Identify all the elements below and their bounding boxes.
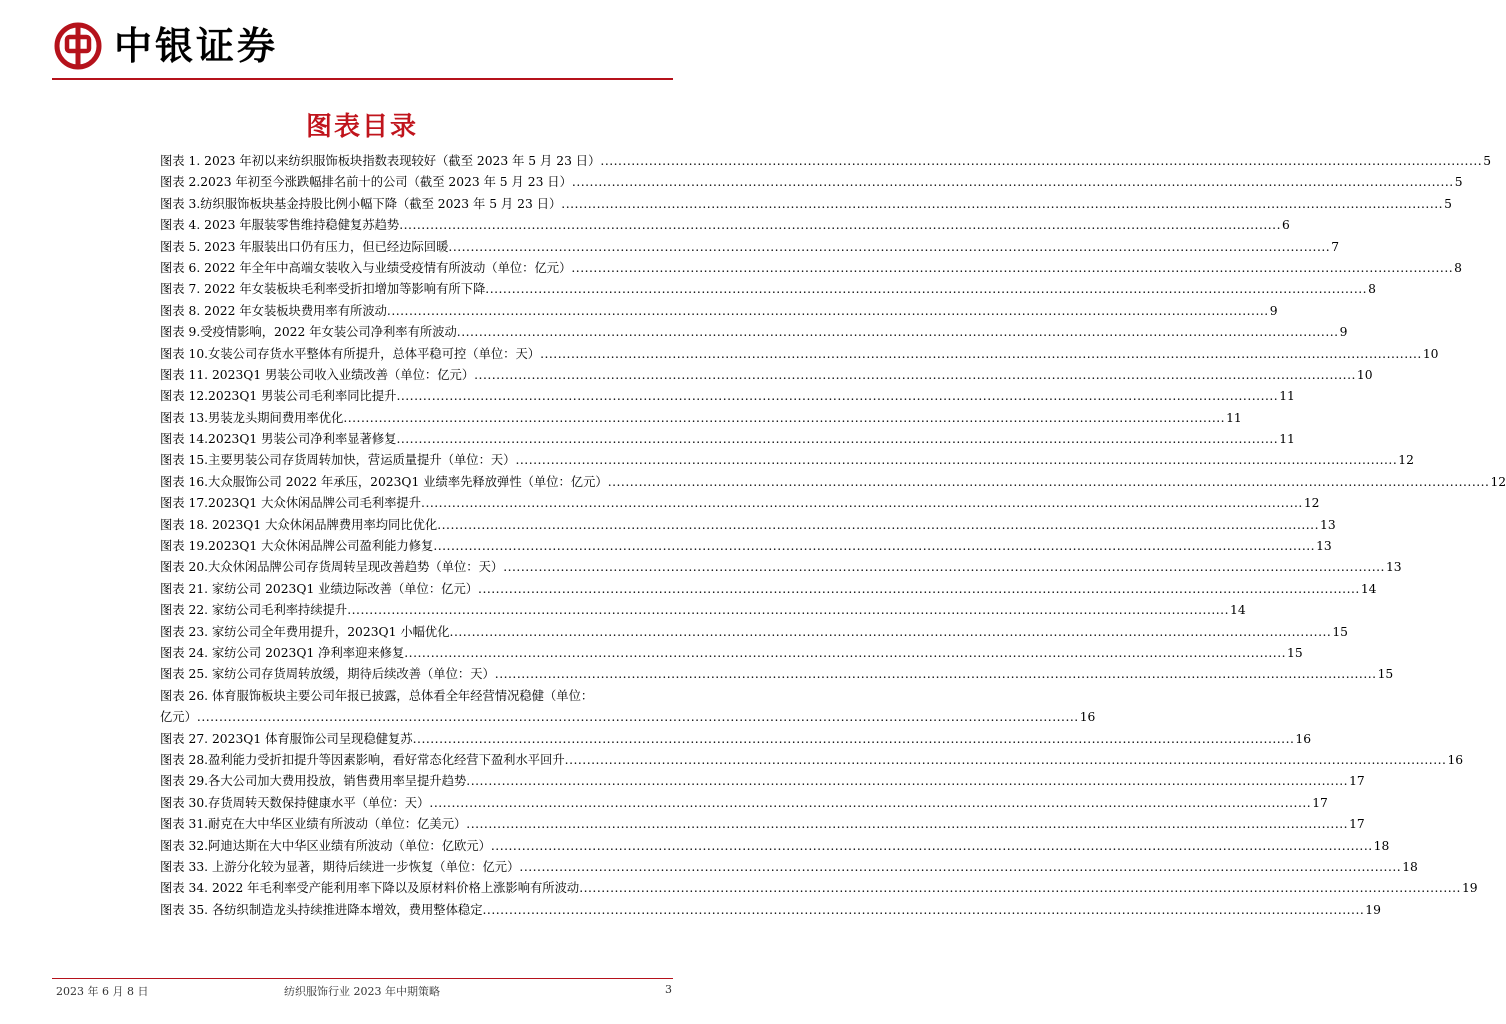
bank-of-china-logo-icon [54, 22, 102, 70]
toc-leader-dots: ........................................................................................................................................................................................................ [478, 581, 1360, 596]
toc-page-number: 12 [1490, 474, 1506, 489]
toc-leader-dots: ........................................................................................................................................................................................................ [561, 196, 1444, 211]
toc-page-number: 6 [1282, 218, 1290, 233]
toc-page-number: 19 [1461, 881, 1478, 896]
toc-leader-dots: ........................................................................................................................................................................................................ [466, 817, 1349, 832]
toc-page-number: 7 [1331, 239, 1340, 254]
toc-leader-dots: ........................................................................................................................................................................................................ [579, 881, 1461, 896]
toc-leader-dots: ........................................................................................................................................................................................................ [396, 389, 1279, 404]
toc-entry-text: 图表 33. 上游分化较为显著，期待后续进一步恢复（单位：亿元） [160, 859, 520, 874]
toc-entry-text: 图表 2.2023 年初至今涨跌幅排名前十的公司（截至 2023 年 5 月 23 日） [160, 175, 572, 190]
toc-entry[interactable] [160, 857, 1418, 878]
toc-page-number: 19 [1365, 902, 1381, 917]
toc-entry-text: 图表 25. 家纺公司存货周转放缓，期待后续改善（单位：天） [160, 667, 495, 682]
toc-entry-text: 亿元） [160, 710, 197, 725]
toc-page-number: 9 [1269, 303, 1278, 318]
toc-entry-text: 图表 22. 家纺公司毛利率持续提升 [160, 603, 348, 618]
toc-entry-text: 图表 26. 体育服饰板块主要公司年报已披露，总体看全年经营情况稳健（单位： [160, 688, 594, 703]
toc-entry[interactable] [160, 322, 1348, 343]
toc-page-number: 17 [1349, 817, 1365, 832]
toc-page-number: 14 [1230, 603, 1246, 618]
toc-entry[interactable] [160, 878, 1478, 899]
toc-leader-dots: ........................................................................................................................................................................................................ [437, 517, 1320, 532]
toc-page-number: 15 [1287, 645, 1303, 660]
toc-page-number: 16 [1447, 752, 1464, 767]
toc-entry-text: 图表 19.2023Q1 大众休闲品牌公司盈利能力修复 [160, 539, 434, 554]
toc-page-number: 15 [1332, 624, 1348, 639]
toc-entry-text: 图表 23. 家纺公司全年费用提升，2023Q1 小幅优化 [160, 624, 450, 639]
toc-page-number: 8 [1368, 282, 1376, 297]
toc-entry[interactable] [160, 557, 1402, 578]
toc-leader-dots: ........................................................................................................................................................................................................ [564, 752, 1447, 767]
toc-entry[interactable] [160, 151, 1492, 172]
header [52, 16, 672, 78]
toc-page-number: 10 [1356, 367, 1373, 382]
toc-page-number: 11 [1279, 389, 1295, 404]
toc-page-number: 16 [1295, 731, 1312, 746]
toc-entry-text: 图表 27. 2023Q1 体育服饰公司呈现稳健复苏 [160, 731, 413, 746]
toc-entry-text: 图表 9.受疫情影响，2022 年女装公司净利率有所波动 [160, 325, 457, 340]
toc-list [160, 151, 1506, 921]
toc-entry[interactable] [160, 301, 1278, 322]
toc-entry[interactable] [160, 900, 1381, 921]
toc-leader-dots: ........................................................................................................................................................................................................ [448, 239, 1331, 254]
toc-page-number: 13 [1320, 517, 1336, 532]
toc-page-number: 18 [1402, 859, 1418, 874]
toc-page-number: 17 [1349, 774, 1365, 789]
toc-entry[interactable] [160, 493, 1320, 514]
toc-entry-text: 图表 1. 2023 年初以来纺织服饰板块指数表现较好（截至 2023 年 5 月 23 日） [160, 154, 601, 168]
toc-entry[interactable] [160, 643, 1303, 664]
toc-entry-text: 图表 12.2023Q1 男装公司毛利率同比提升 [160, 389, 397, 404]
brand-name: 中银证券 [114, 24, 279, 68]
toc-entry-text: 图表 32.阿迪达斯在大中华区业绩有所波动（单位：亿欧元） [160, 838, 491, 853]
toc-leader-dots: ........................................................................................................................................................................................................ [343, 410, 1226, 425]
toc-page-number: 8 [1454, 260, 1462, 275]
toc-page-number: 11 [1279, 432, 1295, 447]
toc-entry-text: 图表 13.男装龙头期间费用率优化 [160, 410, 344, 425]
toc-entry[interactable] [160, 215, 1290, 236]
toc-leader-dots: ........................................................................................................................................................................................................ [421, 496, 1303, 511]
toc-leader-dots: ........................................................................................................................................................................................................ [399, 218, 1281, 233]
toc-entry[interactable] [160, 536, 1332, 557]
toc-page-number: 11 [1226, 410, 1242, 425]
toc-entry-text: 图表 29.各大公司加大费用投放，销售费用率呈提升趋势 [160, 774, 467, 789]
toc-leader-dots: ........................................................................................................................................................................................................ [607, 474, 1490, 489]
toc-entry-text: 图表 6. 2022 年全年中高端女装收入与业绩受疫情有所波动（单位：亿元） [160, 260, 572, 275]
toc-entry-text: 图表 34. 2022 年毛利率受产能利用率下降以及原材料价格上涨影响有所波动 [160, 881, 580, 896]
toc-entry[interactable] [160, 750, 1464, 771]
toc-entry-text: 图表 7. 2022 年女装板块毛利率受折扣增加等影响有所下降 [160, 282, 486, 297]
toc-leader-dots: ........................................................................................................................................................................................................ [347, 603, 1230, 618]
toc-leader-dots: ........................................................................................................................................................................................................ [494, 667, 1377, 682]
toc-entry[interactable] [160, 429, 1295, 450]
toc-entry-text: 图表 3.纺织服饰板块基金持股比例小幅下降（截至 2023 年 5 月 23 日） [160, 196, 562, 211]
toc-leader-dots: ........................................................................................................................................................................................................ [485, 282, 1368, 297]
toc-entry-text: 图表 17.2023Q1 大众休闲品牌公司毛利率提升 [160, 496, 422, 511]
toc-page-number: 10 [1422, 346, 1439, 361]
toc-entry[interactable] [160, 279, 1376, 300]
toc-page-number: 16 [1079, 710, 1096, 725]
toc-entry-text: 图表 18. 2023Q1 大众休闲品牌费用率均同比优化 [160, 517, 438, 532]
footer-report-title: 纺织服饰行业 2023 年中期策略 [284, 985, 440, 998]
toc-entry-text: 图表 21. 家纺公司 2023Q1 业绩边际改善（单位：亿元） [160, 581, 479, 596]
header-divider [52, 78, 673, 80]
toc-entry[interactable] [160, 365, 1373, 386]
toc-entry-text: 图表 16.大众服饰公司 2022 年承压，2023Q1 业绩率先释放弹性（单位：亿元） [160, 474, 608, 489]
toc-entry-text: 图表 35. 各纺织制造龙头持续推进降本增效，费用整体稳定 [160, 902, 483, 917]
toc-page-number: 13 [1316, 539, 1332, 554]
toc-page-number: 15 [1377, 667, 1394, 682]
toc-leader-dots: ........................................................................................................................................................................................................ [519, 859, 1402, 874]
toc-page-number: 5 [1483, 154, 1492, 168]
toc-entry[interactable] [160, 836, 1390, 857]
footer-page-number: 3 [665, 983, 672, 996]
toc-entry[interactable] [160, 258, 1462, 279]
toc-entry-text: 图表 8. 2022 年女装板块费用率有所波动 [160, 303, 387, 318]
toc-leader-dots: ........................................................................................................................................................................................................ [571, 175, 1454, 190]
toc-leader-dots: ........................................................................................................................................................................................................ [456, 325, 1339, 340]
toc-leader-dots: ........................................................................................................................................................................................................ [515, 453, 1398, 468]
toc-leader-dots: ........................................................................................................................................................................................................ [412, 731, 1295, 746]
toc-entry[interactable] [160, 237, 1340, 258]
toc-entry[interactable] [160, 194, 1452, 215]
toc-leader-dots: ........................................................................................................................................................................................................ [449, 624, 1332, 639]
toc-entry[interactable] [160, 664, 1394, 685]
toc-entry[interactable] [160, 472, 1506, 493]
toc-leader-dots: ........................................................................................................................................................................................................ [482, 902, 1365, 917]
toc-entry[interactable] [160, 450, 1414, 471]
toc-page-number: 12 [1398, 453, 1414, 468]
toc-entry[interactable] [160, 172, 1463, 193]
toc-page-number: 9 [1339, 325, 1348, 340]
toc-leader-dots: ........................................................................................................................................................................................................ [433, 539, 1316, 554]
toc-entry[interactable] [160, 344, 1439, 365]
toc-page-number: 13 [1385, 560, 1402, 575]
page-title: 图表目录 [305, 112, 418, 142]
footer-date: 2023 年 6 月 8 日 [56, 985, 149, 998]
toc-entry[interactable] [160, 793, 1328, 814]
toc-leader-dots: ........................................................................................................................................................................................................ [571, 260, 1454, 275]
toc-leader-dots: ........................................................................................................................................................................................................ [396, 432, 1279, 447]
toc-entry[interactable] [160, 814, 1365, 835]
toc-page-number: 5 [1444, 196, 1452, 211]
toc-leader-dots: ........................................................................................................................................................................................................ [196, 710, 1079, 725]
toc-entry-text: 图表 5. 2023 年服装出口仍有压力，但已经边际回暖 [160, 239, 449, 254]
toc-entry-text: 图表 4. 2023 年服装零售维持稳健复苏趋势 [160, 218, 400, 233]
toc-entry[interactable] [160, 686, 1096, 729]
toc-leader-dots: ........................................................................................................................................................................................................ [490, 838, 1373, 853]
toc-entry[interactable] [160, 771, 1365, 792]
toc-entry-text: 图表 28.盈利能力受折扣提升等因素影响，看好常态化经营下盈利水平回升 [160, 752, 565, 767]
footer-divider [52, 978, 673, 979]
toc-entry-text: 图表 11. 2023Q1 男装公司收入业绩改善（单位：亿元） [160, 367, 475, 382]
toc-entry-text: 图表 24. 家纺公司 2023Q1 净利率迎来修复 [160, 645, 405, 660]
toc-entry-text: 图表 31.耐克在大中华区业绩有所波动（单位：亿美元） [160, 817, 467, 832]
toc-entry[interactable] [160, 600, 1246, 621]
toc-entry-text: 图表 14.2023Q1 男装公司净利率显著修复 [160, 432, 397, 447]
toc-entry[interactable] [160, 622, 1348, 643]
toc-leader-dots: ........................................................................................................................................................................................................ [540, 346, 1422, 361]
toc-entry[interactable] [160, 729, 1312, 750]
toc-page-number: 14 [1360, 581, 1377, 596]
toc-leader-dots: ........................................................................................................................................................................................................ [474, 367, 1356, 382]
toc-entry[interactable] [160, 386, 1295, 407]
toc-entry-text: 图表 15.主要男装公司存货周转加快，营运质量提升（单位：天） [160, 453, 516, 468]
toc-entry-text: 图表 20.大众休闲品牌公司存货周转呈现改善趋势（单位：天） [160, 560, 504, 575]
toc-entry[interactable] [160, 579, 1377, 600]
toc-leader-dots: ........................................................................................................................................................................................................ [503, 560, 1385, 575]
toc-leader-dots: ........................................................................................................................................................................................................ [600, 154, 1483, 168]
toc-page-number: 12 [1303, 496, 1320, 511]
toc-page-number: 5 [1454, 175, 1463, 190]
toc-page-number: 18 [1373, 838, 1390, 853]
toc-entry[interactable] [160, 408, 1242, 429]
toc-entry-text: 图表 10.女装公司存货水平整体有所提升，总体平稳可控（单位：天） [160, 346, 541, 361]
toc-page-number: 17 [1312, 795, 1328, 810]
toc-leader-dots: ........................................................................................................................................................................................................ [386, 303, 1269, 318]
toc-leader-dots: ........................................................................................................................................................................................................ [404, 645, 1287, 660]
toc-leader-dots: ........................................................................................................................................................................................................ [466, 774, 1349, 789]
toc-entry-text: 图表 30.存货周转天数保持健康水平（单位：天） [160, 795, 430, 810]
toc-entry[interactable] [160, 515, 1336, 536]
toc-leader-dots: ........................................................................................................................................................................................................ [429, 795, 1312, 810]
